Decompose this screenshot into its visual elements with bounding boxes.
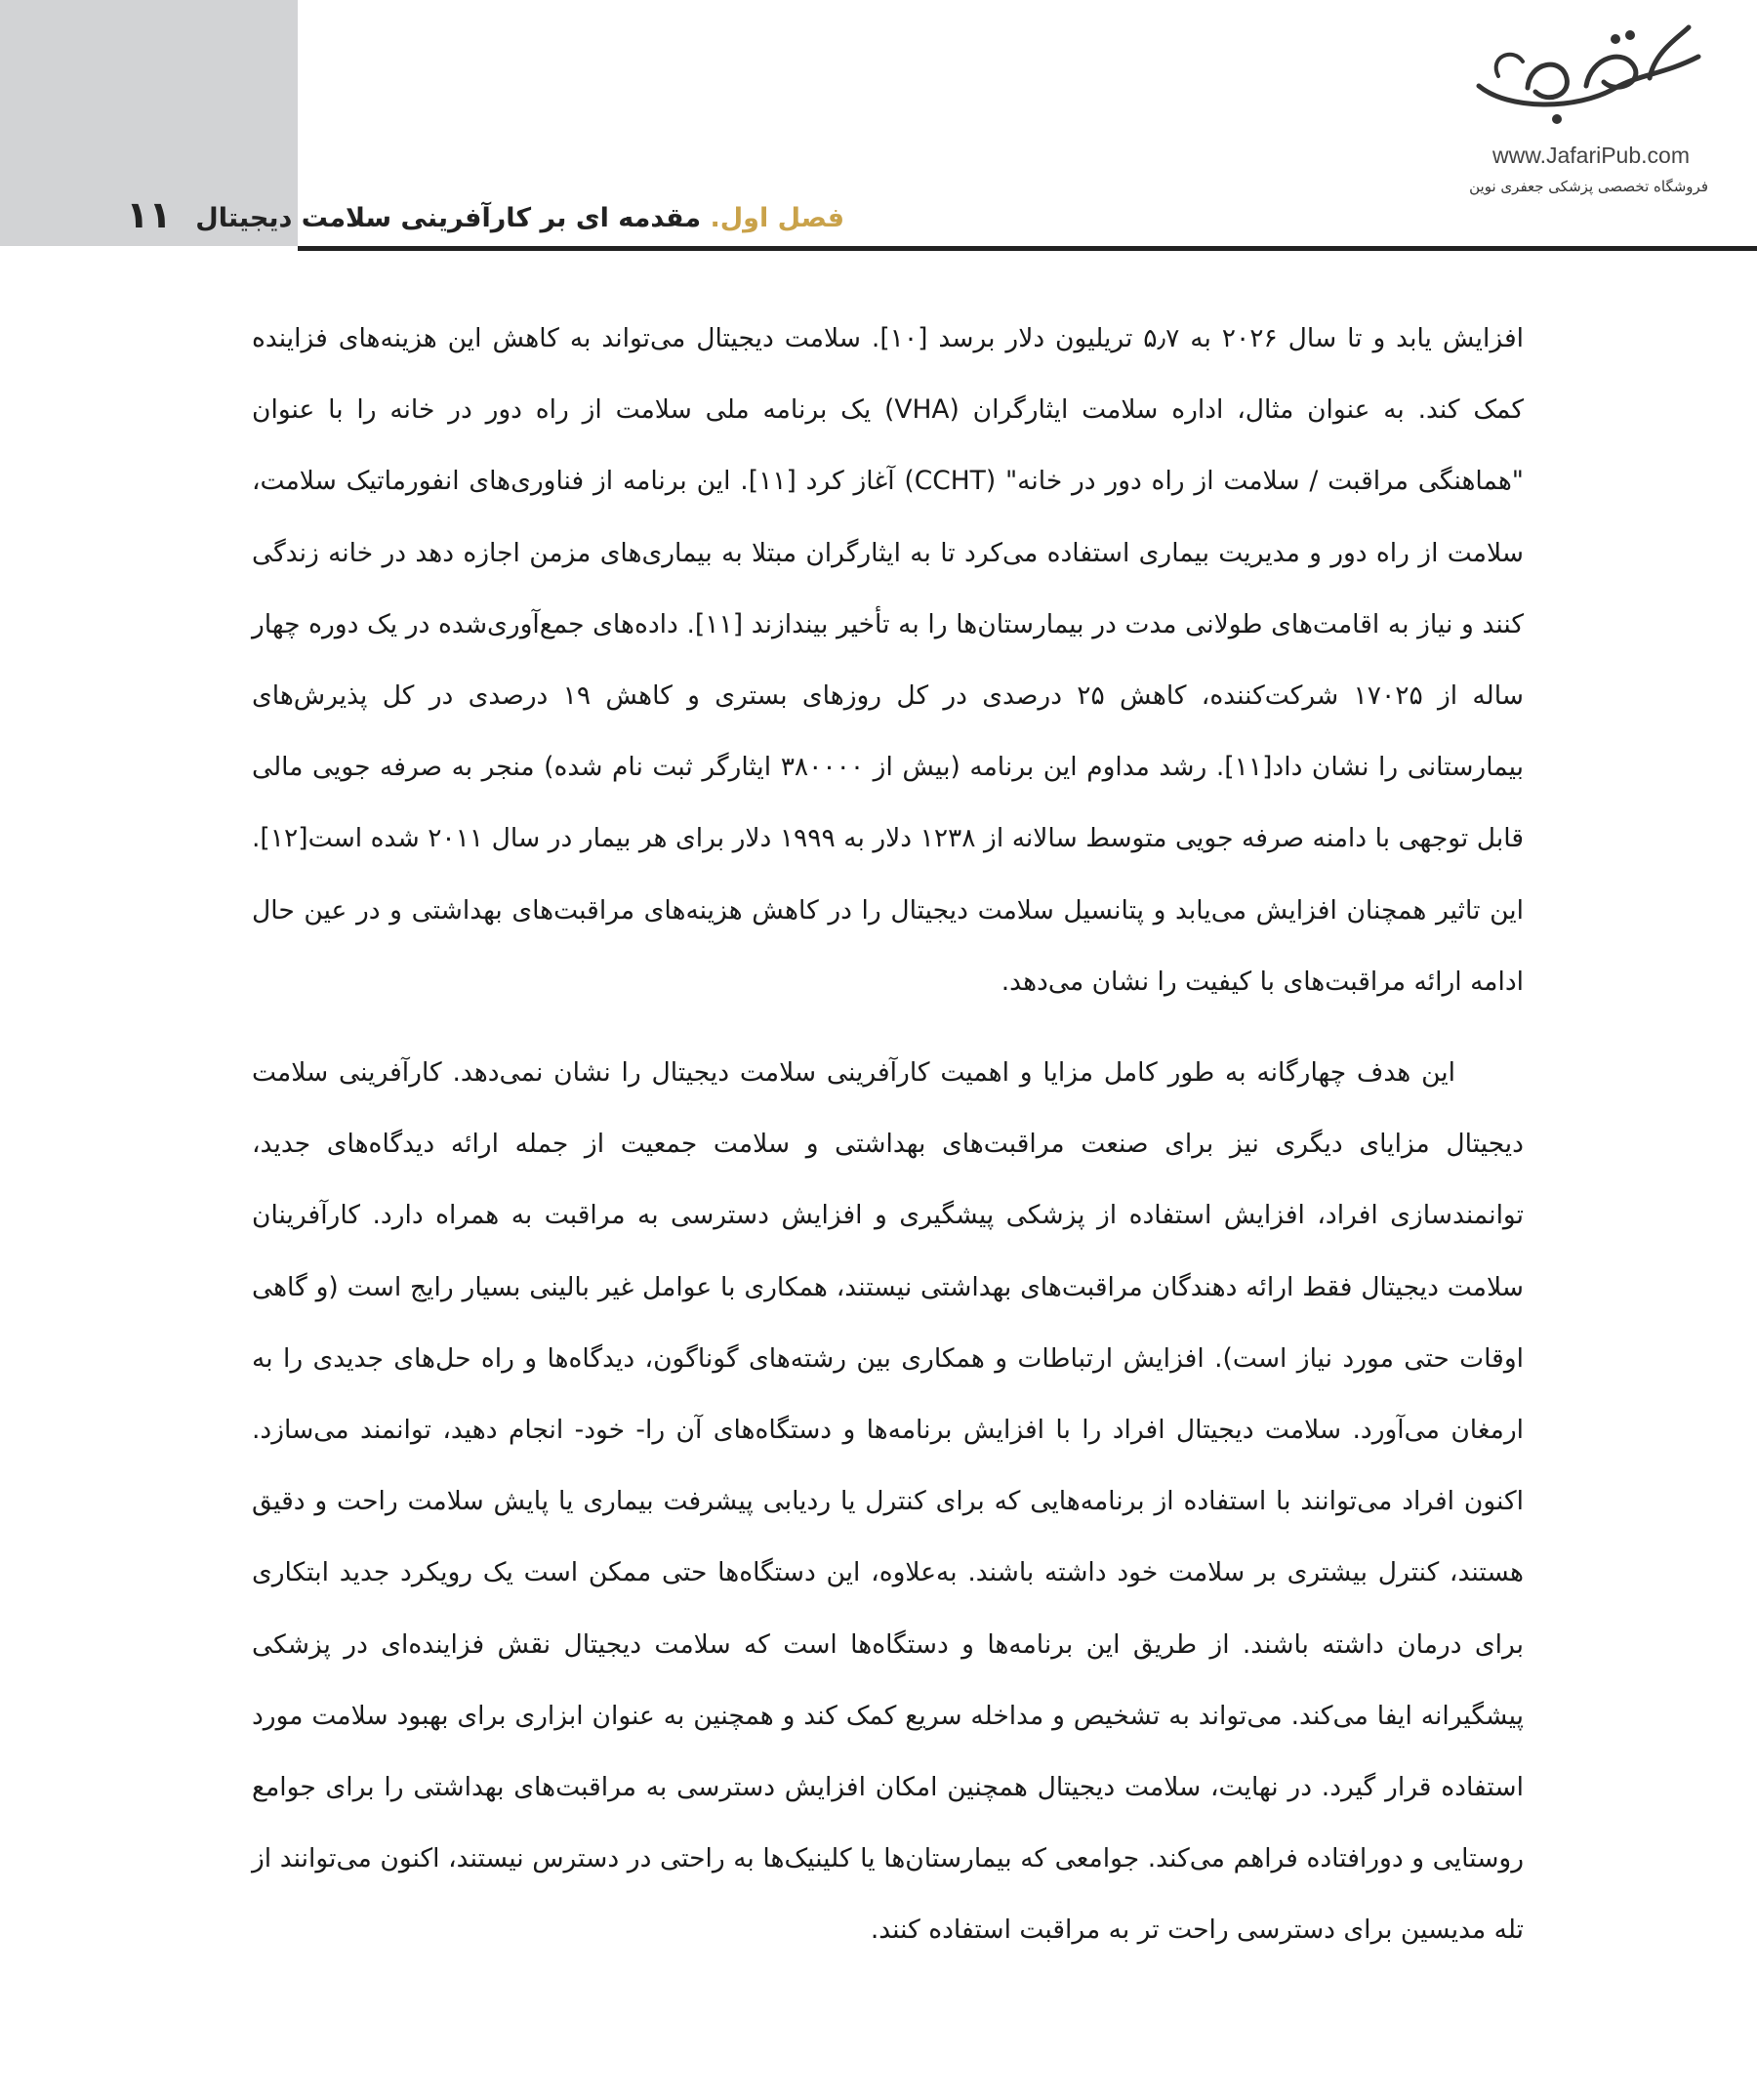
page-body <box>252 303 1524 1966</box>
logo-url: www.JafariPub.com <box>1492 143 1690 168</box>
calligraphy-logo-icon <box>1469 18 1713 135</box>
page-number: ۱۱ <box>126 193 172 236</box>
chapter-separator: . <box>710 203 720 233</box>
header-rule <box>298 246 1757 251</box>
paragraph-1: افزایش یابد و تا سال ۲۰۲۶ به ۵٫۷ تریلیون دلار برسد [۱۰]. سلامت دیجیتال می‌تواند به کاهش این هزینه‌های فزاینده کمک کند. به عنوان مثال، اداره سلامت ایثارگران (VHA) یک برنامه ملی سلامت از راه دور در خانه را با عنوان "هماهنگی مراقبت / سلامت از راه دور در خانه" (CCHT) آغاز کرد [۱۱]. این برنامه از فناوری‌های انفورماتیک سلامت، سلامت از راه دور و مدیریت بیماری استفاده می‌کرد تا به ایثارگران مبتلا به بیماری‌های مزمن اجازه دهد در خانه زندگی کنند و نیاز به اقامت‌های طولانی مدت در بیمارستان‌ها را به تأخیر بیندازند [۱۱]. داده‌های جمع‌آوری‌شده در یک دوره چهار ساله از ۱۷۰۲۵ شرکت‌کننده، کاهش ۲۵ درصدی در کل روزهای بستری و کاهش ۱۹ درصدی در کل پذیرش‌های بیمارستانی را نشان داد[۱۱]. رشد مداوم این برنامه (بیش از ۳۸۰۰۰۰ ایثارگر ثبت نام شده) منجر به صرفه جویی مالی قابل توجهی با دامنه صرفه جویی متوسط سالانه از ۱۲۳۸ دلار به ۱۹۹۹ دلار برای هر بیمار در سال ۲۰۱۱ شده است[۱۲]. این تاثیر همچنان افزایش می‌یابد و پتانسیل سلامت دیجیتال را در کاهش هزینه‌های مراقبت‌های بهداشتی و در عین حال ادامه ارائه مراقبت‌های با کیفیت را نشان می‌دهد. <box>252 323 1524 997</box>
logo-shop-name: فروشگاه تخصصی پزشکی جعفری نوین <box>1469 178 1708 195</box>
chapter-label: فصل اول <box>719 203 844 233</box>
running-header <box>195 197 844 240</box>
paragraph-2: این هدف چهارگانه به طور کامل مزایا و اهمیت کارآفرینی سلامت دیجیتال را نشان نمی‌دهد. کارآفرینی سلامت دیجیتال مزایای دیگری نیز برای صنعت مراقبت‌های بهداشتی و سلامت جمعیت از جمله ارائه دیدگاه‌های جدید، توانمندسازی افراد، افزایش استفاده از پزشکی پیشگیری و افزایش دسترسی به مراقبت به همراه دارد. کارآفرینان سلامت دیجیتال فقط ارائه دهندگان مراقبت‌های بهداشتی نیستند، همکاری با عوامل غیر بالینی بسیار رایج است (و گاهی اوقات حتی مورد نیاز است). افزایش ارتباطات و همکاری بین رشته‌های گوناگون، دیدگاه‌ها و راه حل‌های جدیدی را به ارمغان می‌آورد. سلامت دیجیتال افراد را با افزایش برنامه‌ها و دستگاه‌های آن را- خود- انجام دهید، توانمند می‌سازد. اکنون افراد می‌توانند با استفاده از برنامه‌هایی که برای کنترل یا ردیابی پیشرفت بیماری یا پایش سلامت راحت و دقیق هستند، کنترل بیشتری بر سلامت خود داشته باشند. به‌علاوه، این دستگاه‌ها حتی ممکن است یک رویکرد جدید ابتکاری برای درمان داشته باشند. از طریق این برنامه‌ها و دستگاه‌ها است که سلامت دیجیتال نقش فزاینده‌ای در پزشکی پیشگیرانه ایفا می‌کند. می‌تواند به تشخیص و مداخله سریع کمک کند و همچنین به عنوان ابزاری برای بهبود سلامت مورد استفاده قرار گیرد. در نهایت، سلامت دیجیتال همچنین امکان افزایش دسترسی به مراقبت‌های بهداشتی را برای جوامع روستایی و دورافتاده فراهم می‌کند. جوامعی که بیمارستان‌ها یا کلینیک‌ها به راحتی در دسترس نیستند، اکنون می‌توانند از تله مدیسین برای دسترسی راحت تر به مراقبت استفاده کنند. <box>252 1057 1524 1946</box>
chapter-title: مقدمه ای بر کارآفرینی سلامت دیجیتال <box>195 203 702 233</box>
publisher-logo <box>1445 18 1737 193</box>
